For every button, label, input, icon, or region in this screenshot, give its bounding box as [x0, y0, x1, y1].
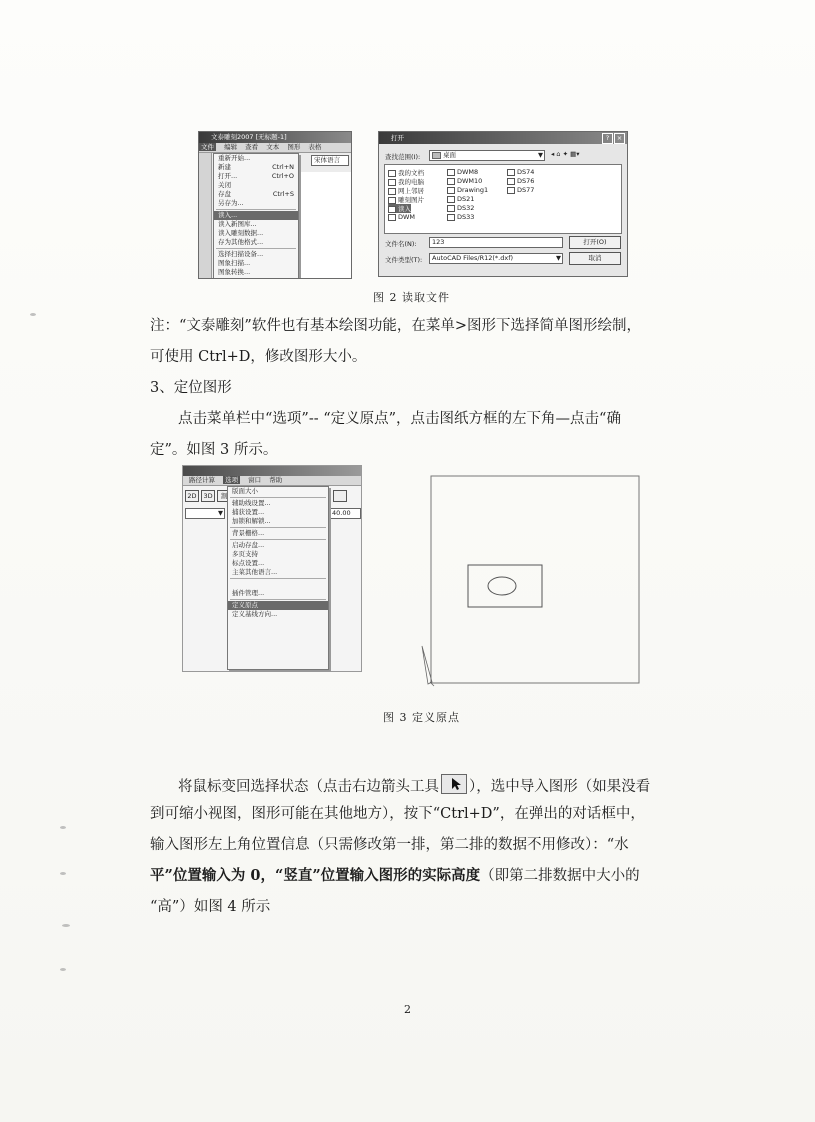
app-title-bar: [183, 466, 361, 476]
menu-item-define-baseline[interactable]: 定义基线方向...: [232, 610, 278, 618]
fig3-toolbar-button-right[interactable]: [333, 490, 347, 502]
menu-item-scan-image[interactable]: 图象扫描...: [218, 259, 251, 267]
menu-file[interactable]: 文件: [201, 143, 214, 151]
list-item[interactable]: DS74: [507, 168, 534, 176]
list-item[interactable]: 我的文档: [388, 168, 424, 177]
menu-item-select-scanner[interactable]: 选择扫描设备...: [218, 250, 264, 258]
menu-item-snap-settings[interactable]: 捕获设置...: [232, 508, 265, 516]
file-icon: [447, 169, 455, 176]
menu-view[interactable]: 查看: [245, 143, 259, 151]
menu-separator: [216, 248, 296, 249]
imported-rectangle[interactable]: [468, 565, 542, 607]
menu-window[interactable]: 窗口: [248, 476, 262, 484]
menu-item-close[interactable]: 关闭: [218, 181, 231, 189]
file-icon: [447, 196, 455, 203]
fig3-menu-screenshot: [182, 465, 362, 672]
menu-item-plugin-manager[interactable]: 插件管理...: [232, 589, 265, 597]
tool-2d-button[interactable]: 2D: [185, 490, 199, 502]
list-item[interactable]: 网上邻居: [388, 186, 424, 195]
body-line-4: 平”位置输入为 0，“竖直”位置输入图形的实际高度（即第二排数据中大小的: [150, 867, 640, 884]
menu-edit[interactable]: 编辑: [224, 143, 238, 151]
menu-separator: [230, 578, 326, 579]
fig2-app-screenshot: [198, 131, 352, 279]
filetype-label: 文件类型(T):: [385, 256, 423, 264]
fig3-toolbar: [185, 490, 231, 502]
new-folder-icon[interactable]: ✦: [562, 150, 569, 158]
menu-path-calc[interactable]: 路径计算: [189, 476, 215, 484]
section-3-para-line-1: 点击菜单栏中“选项”-- “定义原点”，点击图纸方框的左下角—点击“确: [178, 411, 621, 427]
list-item[interactable]: 雕刻图片: [388, 195, 424, 204]
scan-mark: [60, 872, 66, 875]
font-combo[interactable]: 宋体语言: [311, 155, 349, 166]
chevron-down-icon[interactable]: ▼: [218, 509, 223, 517]
file-icon: [447, 187, 455, 194]
menu-item-language[interactable]: 主菜其他语言...: [232, 568, 278, 576]
fig3-caption: 图 3 定义原点: [383, 711, 460, 724]
menu-item-background-grid[interactable]: 背景栅格...: [232, 529, 265, 537]
filename-input[interactable]: 123: [429, 237, 563, 248]
list-item[interactable]: DS21: [447, 195, 474, 203]
list-item[interactable]: DS76: [507, 177, 534, 185]
app-canvas: [299, 172, 352, 278]
dialog-toolbar-icons: [551, 150, 580, 158]
section-3-heading: 3、定位图形: [150, 380, 232, 396]
file-list: [384, 164, 622, 234]
filename-label: 文件名(N):: [385, 240, 417, 248]
folder-icon: [388, 197, 396, 204]
menu-item-convert-image[interactable]: 图象转换...: [218, 268, 251, 276]
list-item[interactable]: 我的电脑: [388, 177, 424, 186]
menu-item-save-other-format[interactable]: 存为其他格式...: [218, 238, 264, 246]
body-line-5: “高”）如图 4 所示: [150, 899, 271, 915]
scan-mark: [60, 968, 66, 971]
list-item[interactable]: DS77: [507, 186, 534, 194]
folder-icon: [388, 206, 396, 213]
fig3-size-combo[interactable]: 40.00: [329, 508, 361, 519]
menu-separator: [230, 599, 326, 600]
menu-item-save-as[interactable]: 另存为...: [218, 199, 244, 207]
file-icon: [507, 187, 515, 194]
menu-item-disabled: [228, 580, 328, 589]
app-menu-bar: [199, 143, 351, 153]
open-dialog: [378, 131, 628, 277]
file-menu-dropdown: [213, 153, 299, 279]
menu-item-import-library[interactable]: 读入新图库...: [218, 220, 257, 228]
menu-separator: [230, 497, 326, 498]
menu-separator: [216, 209, 296, 210]
menu-item-import[interactable]: 读入...: [214, 211, 298, 220]
menu-text[interactable]: 文本: [266, 143, 280, 151]
menu-item-new[interactable]: 新建 Ctrl+N: [218, 163, 294, 171]
tool-3d-button[interactable]: 3D: [201, 490, 215, 502]
app-menu-bar: [183, 476, 361, 486]
body-line-1: 将鼠标变回选择状态（点击右边箭头工具 ），选中导入图形（如果没看: [178, 774, 650, 796]
menu-item-save[interactable]: 存盘 Ctrl+S: [218, 190, 294, 198]
open-dialog-title: 打开: [391, 134, 404, 142]
list-item[interactable]: 读入: [388, 204, 411, 213]
list-item[interactable]: DS32: [447, 204, 474, 212]
file-icon: [447, 178, 455, 185]
options-menu-dropdown: [227, 486, 329, 670]
section-3-para-line-2: 定”。如图 3 所示。: [150, 442, 278, 458]
fig3-drawing-canvas: [418, 468, 644, 698]
menu-item-define-origin[interactable]: 定义原点: [228, 601, 328, 610]
page-number: 2: [404, 1003, 411, 1016]
list-item[interactable]: DWM10: [447, 177, 482, 185]
app-title-bar: [199, 132, 351, 143]
menu-item-restart[interactable]: 重新开始...: [218, 154, 251, 162]
help-icon[interactable]: ?: [602, 133, 613, 144]
menu-item-page-size[interactable]: 版面大小: [232, 487, 258, 495]
app-left-toolstrip: [199, 153, 212, 278]
filetype-select[interactable]: AutoCAD Files/R12(*.dxf) ▼: [429, 253, 563, 264]
menu-graphics[interactable]: 图形: [287, 143, 301, 151]
menu-item-punctuation[interactable]: 标点设置...: [232, 559, 265, 567]
file-icon: [507, 178, 515, 185]
open-dialog-title-bar: [379, 132, 627, 144]
list-item[interactable]: DS33: [447, 213, 474, 221]
network-icon: [388, 188, 396, 195]
paper-frame[interactable]: [431, 476, 639, 683]
menu-item-autosave[interactable]: 启动存盘...: [232, 541, 265, 549]
view-menu-icon[interactable]: ▦▾: [570, 150, 580, 158]
imported-ellipse[interactable]: [488, 577, 516, 595]
menu-item-import-engrave-data[interactable]: 读入雕刻数据...: [218, 229, 264, 237]
menu-help[interactable]: 帮助: [269, 476, 283, 484]
menu-options[interactable]: 选项: [225, 476, 239, 484]
fig2-caption: 图 2 读取文件: [373, 291, 450, 304]
scan-mark: [60, 826, 66, 829]
lookin-label: 查找范围(I):: [385, 153, 421, 161]
menu-separator: [230, 527, 326, 528]
cancel-button[interactable]: 取消: [569, 252, 621, 265]
list-item[interactable]: DWM: [388, 213, 415, 221]
app-title: 文泰雕刻2007 [无标题-1]: [211, 133, 287, 141]
scan-mark: [30, 313, 36, 316]
note-line-2: 可使用 Ctrl+D，修改图形大小。: [150, 349, 367, 365]
menu-item-open[interactable]: 打开... Ctrl+O: [218, 172, 294, 180]
back-icon[interactable]: ◂: [551, 150, 555, 158]
note-line-1: 注：“文泰雕刻”软件也有基本绘图功能，在菜单>图形下选择简单图形绘制，: [150, 318, 641, 334]
fig3-left-combo[interactable]: [185, 508, 225, 519]
tool-cut-button[interactable]: 割: [217, 490, 231, 502]
computer-icon: [388, 179, 396, 186]
folder-icon: [432, 152, 441, 159]
body-line-3: 输入图形左上角位置信息（只需修改第一排，第二排的数据不用修改）：“水: [150, 837, 629, 853]
file-icon: [447, 214, 455, 221]
close-icon[interactable]: ×: [614, 133, 625, 144]
arrow-tool-icon: [441, 774, 467, 794]
menu-table[interactable]: 表格: [308, 143, 322, 151]
lookin-combo[interactable]: 桌面 ▼: [429, 150, 545, 161]
menu-item-lock-unlock[interactable]: 加锁和解锁...: [232, 517, 271, 525]
list-item[interactable]: DWM8: [447, 168, 478, 176]
body-line-2: 到可缩小视图，图形可能在其他地方），按下“Ctrl+D”，在弹出的对话框中，: [150, 806, 645, 822]
menu-separator: [230, 539, 326, 540]
menu-item-multipage[interactable]: 多页支持: [232, 550, 258, 558]
menu-item-guide-settings[interactable]: 辅助线设置...: [232, 499, 271, 507]
file-icon: [507, 169, 515, 176]
file-icon: [388, 214, 396, 221]
chevron-down-icon[interactable]: ▼: [556, 254, 561, 262]
file-icon: [447, 205, 455, 212]
scan-mark: [62, 924, 70, 927]
up-folder-icon[interactable]: ⌂: [556, 150, 561, 158]
folder-icon: [388, 170, 396, 177]
chevron-down-icon[interactable]: ▼: [538, 151, 543, 159]
open-button[interactable]: 打开(O): [569, 236, 621, 249]
list-item[interactable]: Drawing1: [447, 186, 488, 194]
